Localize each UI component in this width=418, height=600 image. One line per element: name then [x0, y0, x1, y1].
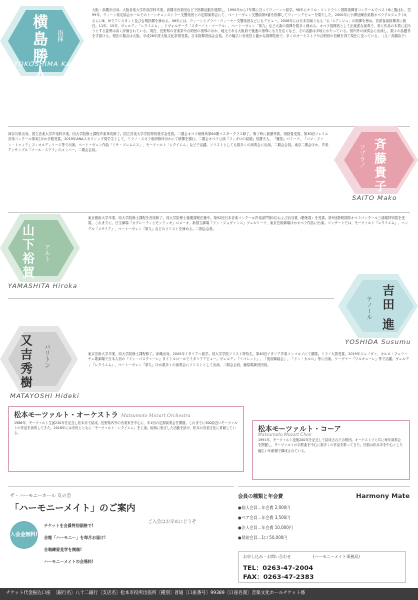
harmony-brand: Harmony Mate	[356, 492, 410, 500]
contact-org: (ハーモニーメイト事務局)	[313, 554, 360, 559]
tenor-name: 吉田 進	[381, 284, 395, 333]
choir-text: 1991年、モーツァルト没後200年を記念して結成された合唱団。オーケストラと共に毎年演奏会を開催し、モーツァルトの宗教曲を中心に数多くの作品を歌ってきた。団員は松本市を中心とした幅広い年齢層で構成されている。	[258, 438, 403, 453]
fee-sponsor: ●賛助会員…1口 50,000円	[238, 535, 288, 540]
baritone-name: 又吉秀樹	[19, 334, 33, 390]
orchestra-box	[8, 406, 244, 472]
tenor-roman: YOSHIDA Susumu	[345, 338, 412, 346]
benefit-4: ハーモニーメイトの会場料!	[44, 559, 94, 564]
alto-bio: 東京藝術大学卒業、同大学院修士課程を首席修了。同大学院博士後期課程在籍中。第92回日本音楽コンクール声楽部門第1位および岩谷賞（聴衆賞）を受賞。第9回静岡国際オペラコンクール三浦環特別賞を受賞。これまでに、日生劇場『カプレーティとモンテッキ』ロメーオ、新国立劇場『ドン・ジョヴァンニ』ツェルリーナ、東京芸術劇場ほかオペラ作品に出演。コンサートでは、モーツァルト『レクイエム』、ヘンデル『メサイア』、ベートーヴェン『第九』などのソリストを務める。二期会会員。	[88, 216, 409, 231]
harmony-intro: ザ・ハーモニーホール 友の会	[10, 494, 72, 499]
benefit-1: チケットを会員特別価格で!	[44, 523, 94, 528]
choir-title-ja: 松本モーツァルト・コーア	[258, 424, 342, 433]
alto-name: 山下裕賀	[21, 224, 35, 280]
conductor-bio: 大阪・高槻市出身。大阪音楽大学作曲学科卒業。高槻市音楽団などで指揮活動を展開し、1990年から7年間に亘ってウィーンへ留学。98年にキリル・コンドラシン国際指揮者コンクールでベスト8に選ばれ、翌99年、ウィーン楽友協会ホールでのトーンキュンストラー交響楽団との定期演奏会にて、ベートーヴェン交響曲第9番を指揮してウィーンデビューを果たした。2000年に小澤征爾音楽塾オペラプロジェクトⅡ、さらにⅢ、Ⅳでアシスタント及び合唱指揮を務める。06年には、ウィーンとブラバ・ウィーナー交響楽団などにもデビュー。2008年には日本初演となる「仏・Lアンジュ」の指揮を務め、首席客演指揮者に就任。11年、15年、ヴェルディ「レクイエム」、ドヴォルザーク「スターバト・マーテル」、ベートーヴェン「第九」など大曲の指揮を数多く務める。オペラ指揮者として正統派な演奏で、常に作品の本質に迫ろうとする姿勢は高く評価されている。現在、長野県の音楽祭や合唱団の指導のほか、地元である大阪府で後進の指導にも力を注ぐなど、その活動は多岐にわたっている。国内外の演奏会に出演し、数々の話題作を手掛ける。現在の拠点は大阪。平成28年度大阪文化祭賞受賞。日本指揮者協会会員。その幅広い音楽性と確かな指揮技術で、多くのオーケストラや合唱団の信頼を得て現在に至っている。（文／高橋彩子）	[92, 8, 412, 39]
orchestra-title-ja: 松本モーツァルト・オーケストラ	[14, 410, 119, 419]
orchestra-title-en: Matsumoto Mozart Orchestra	[121, 414, 191, 419]
free-join-circle: 入会金無料!	[10, 521, 38, 549]
conductor-name: 横島勝人	[31, 14, 49, 82]
tenor-role: テノール	[365, 296, 372, 320]
soprano-roman: SAITO Mako	[352, 194, 397, 202]
choir-title-en: Matsumoto Mozart Choir	[258, 433, 312, 438]
harmony-left-panel	[8, 486, 234, 586]
soprano-bio: 神奈川県出身。国立音楽大学声楽科卒業。同大学院修士課程声楽専攻修了。国立音楽大学学院特待奨学金受賞。二期会オペラ研修所第60期マスタークラス修了。修了時に最優秀賞、奨励賞受賞。第30回ソレイユ音楽コンクール第3位ほか多数受賞。2019年ANAスカラシップ奨学生として、ミラノ・スカラ座研修所ほかにて研鑽を積む。二期会オペラ公演『フィガロの結婚』伯爵夫人、『魔笛』パミーナ、『コジ・ファン・トゥッテ』フィオルディリージ等で出演、ベートーヴェン作曲「ミサ・ソレムニス」、モーツァルト「レクイエム」などで活躍。ソリストとしても数多くの演奏会に出演。二期会会員。東京二期会ほか、声楽アンサンブル『コール・ステラ』のメンバー。二期会会員。	[8, 132, 329, 152]
fee-corporate: ●法人会員…年会費 10,000円	[238, 525, 293, 530]
divider-1	[8, 126, 410, 127]
baritone-role: バリトン	[43, 344, 50, 368]
fee-pair: ●ペア会員…年会費 3,500円	[238, 515, 291, 520]
contact-box	[238, 551, 406, 583]
baritone-bio: 東京芸術大学卒業、同大学院修士課程修了。沖縄出身。2005年イタリアへ留学。同大学学院ソリスト特待生。第40回イタリア声楽コンコルソにて優勝。ミラノ大賞受賞。2019年ジュノヴァ、カルロ・フェリーチェ歌劇場で日本人初の『ドン・パスクァーレ』タイトルロールでイタリアデビュー。ヴェルディ『リゴレット』、『仮面舞踏会』、『ドン・カルロ』等に出演、ワーグナー『ワルキューレ』等で活躍。ヴェルディ『レクイエム』、ベートーヴェン『第九』ほか数多くの演奏会にソリストとして出演。二期会会員、藤原歌劇団団員。	[88, 352, 409, 367]
orchestra-text: 1986年、モーツァルト生誕230年を記念し松本市で結成。長野県内外の音楽家を中心に、年1回の定期演奏会を開催。これまでに300曲近いモーツァルトの作品を演奏してきた。2016年には市民とともに「モーツァルト・レクイエム」を上演。地域に根ざした活動を続け、松本の音楽文化に貢献している。	[14, 421, 238, 436]
contact-label: お申し込み・お問い合わせ	[243, 554, 291, 559]
divider-2	[8, 212, 410, 213]
choir-title	[258, 424, 404, 433]
alto-role: アルト	[43, 244, 50, 262]
choir-box	[252, 420, 410, 480]
benefit-3: 合唱練習見学を開催!	[44, 547, 82, 552]
divider-3	[8, 298, 334, 299]
soprano-name: 斉藤貴子	[373, 138, 387, 194]
fee-title: 会員の種類と年会費	[238, 494, 284, 500]
harmony-title: 「ハーモニーメイト」のご案内	[10, 504, 136, 514]
contact-fax: FAX：0263-47-2383	[243, 573, 314, 581]
baritone-roman: MATAYOSHI Hideki	[10, 392, 80, 400]
ticket-bar: チケット代金振込口座 〔銀行名〕八十二銀行〔支店名〕松本市役所出張所〔種別〕普通〔口座番号〕99389〔口座名義〕音楽文化ホールチケット係	[0, 588, 418, 600]
conductor-role: 指揮	[56, 30, 63, 42]
contact-tel: TEL：0263-47-2004	[243, 564, 314, 572]
alto-roman: YAMASHITA Hiroka	[8, 282, 78, 290]
harmony-note: ご入会はお早めにどうぞ	[148, 520, 197, 525]
benefit-2: 会報「ハーモニー」を毎月お届け!	[44, 535, 106, 540]
conductor-roman: YOKOSHIMA Katsuto	[14, 60, 91, 68]
fee-personal: ●個人会員…年会費 2,000円	[238, 505, 291, 510]
soprano-role: ソプラノ	[358, 144, 365, 168]
harmony-right-panel	[238, 486, 410, 586]
orchestra-title	[14, 410, 238, 421]
